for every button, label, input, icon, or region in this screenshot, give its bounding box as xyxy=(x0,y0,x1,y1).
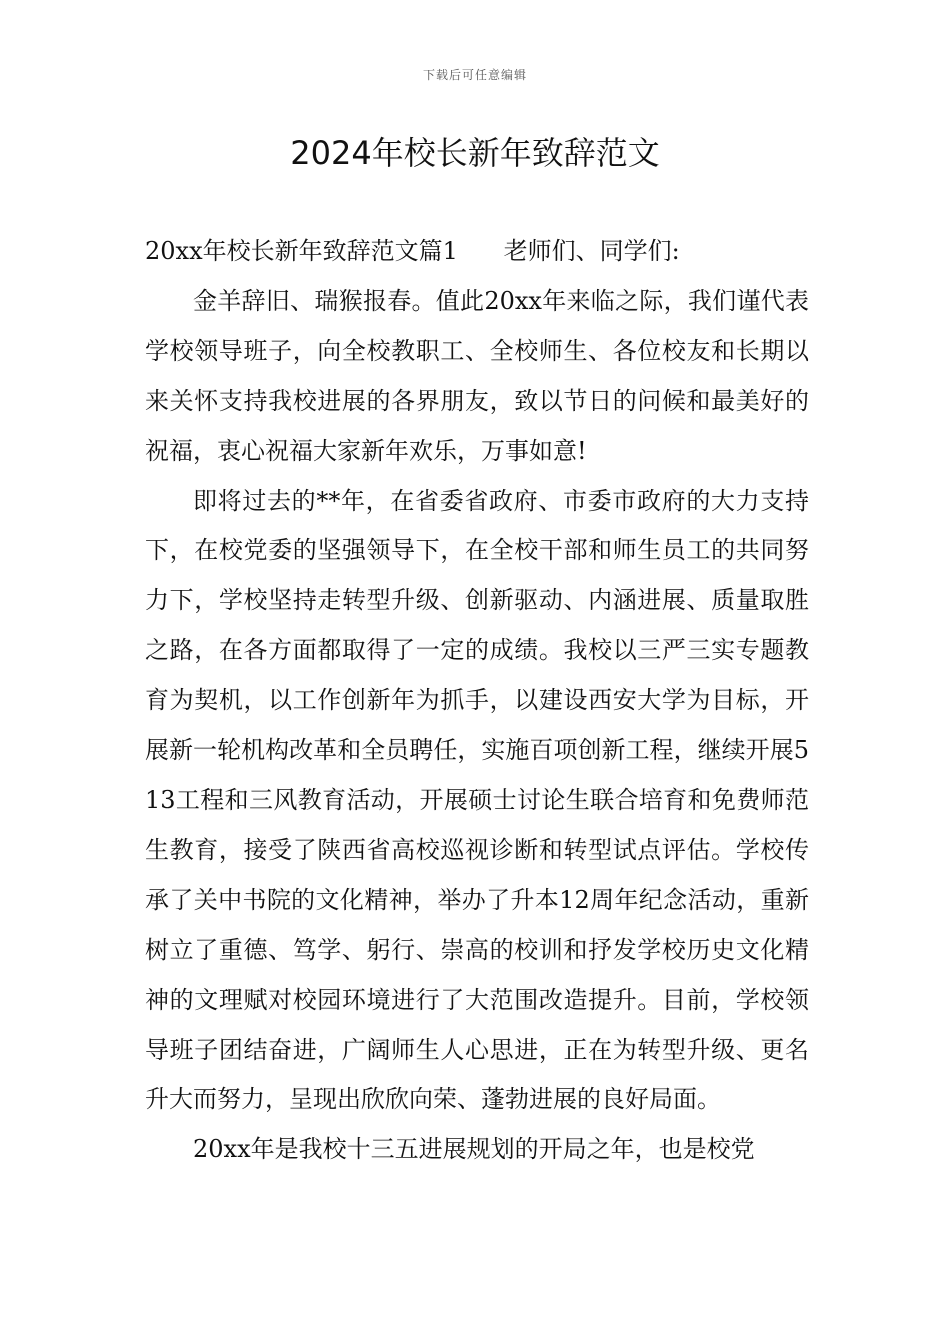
section-heading-line: 20xx年校长新年致辞范文篇1 老师们、同学们: xyxy=(145,237,680,265)
paragraph-1: 金羊辞旧、瑞猴报春。值此20xx年来临之际，我们谨代表学校领导班子，向全校教职工、全校师生、各位校友和长期以来关怀支持我校进展的各界朋友，致以节日的问候和最美好的祝福，衷心祝福大家新年欢乐，万事如意! xyxy=(145,286,809,465)
paragraph-2: 即将过去的**年，在省委省政府、市委市政府的大力支持下，在校党委的坚强领导下，在全校干部和师生员工的共同努力下，学校坚持走转型升级、创新驱动、内涵进展、质量取胜之路，在各方面都取得了一定的成绩。我校以三严三实专题教育为契机，以工作创新年为抓手，以建设西安大学为目标，开展新一轮机构改革和全员聘任，实施百项创新工程，继续开展513工程和三风教育活动，开展硕士讨论生联合培育和免费师范生教育，接受了陕西省高校巡视诊断和转型试点评估。学校传承了关中书院的文化精神，举办了升本12周年纪念活动，重新树立了重德、笃学、躬行、崇高的校训和抒发学校历史文化精神的文理赋对校园环境进行了大范围改造提升。目前，学校领导班子团结奋进，广阔师生人心思进，正在为转型升级、更名升大而努力，呈现出欣欣向荣、蓬勃进展的良好局面。 xyxy=(145,486,809,1114)
document-body xyxy=(145,227,809,1175)
paragraph-3: 20xx年是我校十三五进展规划的开局之年，也是校党 xyxy=(193,1135,755,1164)
header-note: 下载后可任意编辑 xyxy=(422,68,527,82)
document-title: 2024年校长新年致辞范文 xyxy=(290,134,660,172)
